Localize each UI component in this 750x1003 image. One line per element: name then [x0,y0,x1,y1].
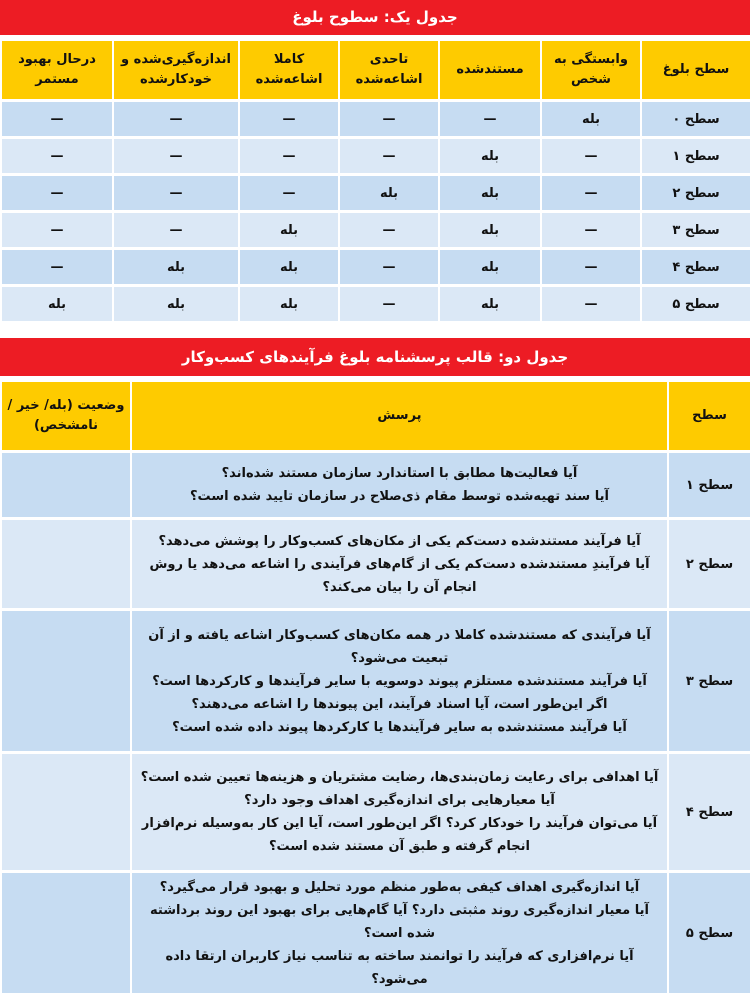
table1-header: مستندشده [440,41,540,99]
table1-header: اندازه‌گیری‌شده و خودکارشده [114,41,238,99]
level-cell: سطح ۲ [669,520,750,608]
table1-header: سطح بلوغ [642,41,750,99]
table-cell: بله [440,139,540,173]
table-row [2,873,750,993]
table-cell: — [440,102,540,136]
level-cell: سطح ۴ [669,754,750,870]
question: آیا معیارهایی برای اندازه‌گیری اهداف وجود دارد؟ [244,793,555,808]
questionnaire-table [0,379,750,996]
table-cell: بله [340,176,438,210]
table-cell: — [2,139,112,173]
table-row [2,520,750,608]
table-cell: بله [440,176,540,210]
question: آیا فرآیندی که مستندشده کاملا در همه مکان‌های کسب‌وکار اشاعه یافته و از آن تبعیت می‌شود؟ [148,627,651,666]
table-cell: — [340,250,438,284]
table1-header: تاحدی اشاعه‌شده [340,41,438,99]
table1-header: درحال بهبود مستمر [2,41,112,99]
status-cell[interactable] [2,611,130,751]
table-cell: بله [440,250,540,284]
table-row [2,287,750,321]
table-cell: بله [440,213,540,247]
question: آیا فرآیند مستندشده به سایر فرآیندها یا کارکردها پیوند داده شده است؟ [172,719,627,735]
questions-cell [132,453,667,517]
questions-cell [132,873,667,993]
table-cell: — [114,139,238,173]
table-cell: — [542,250,640,284]
table-cell: — [240,139,338,173]
level-cell: سطح ۵ [669,873,750,993]
table-row [2,611,750,751]
level-cell: سطح ۲ [642,176,750,210]
table2-header: وضعیت (بله/ خیر / نامشخص) [2,382,130,450]
table2-title: جدول دو: قالب پرسشنامه بلوغ فرآیندهای کسب‌وکار [0,338,750,379]
table-cell: بله [440,287,540,321]
questions-cell [132,520,667,608]
table-row [2,453,750,517]
table-cell: بله [542,102,640,136]
level-cell: سطح ۴ [642,250,750,284]
table-cell: بله [114,287,238,321]
table-cell: بله [240,287,338,321]
question: آیا فرآیند مستندشده مستلزم پیوند دوسویه با سایر فرآیندها و کارکردها است؟ اگر این‌طور است، آیا اسناد فرآیند، این پیوندها را اشاعه می‌دهند؟ [152,673,647,712]
table-cell: — [240,102,338,136]
table-cell: — [114,213,238,247]
table-cell: — [2,102,112,136]
table-cell: — [542,213,640,247]
questions-cell [132,611,667,751]
questions-cell [132,754,667,870]
table1-header: کاملا اشاعه‌شده [240,41,338,99]
table-cell: بله [240,213,338,247]
question: آیا اندازه‌گیری اهداف کیفی به‌طور منظم مورد تحلیل و بهبود قرار می‌گیرد؟ [159,879,640,895]
table-cell: بله [2,287,112,321]
level-cell: سطح ۱ [669,453,750,517]
question: آیا اهدافی برای رعایت زمان‌بندی‌ها، رضایت مشتریان و هزینه‌ها تعیین شده است؟ [140,770,659,785]
question: آیا نرم‌افزاری که فرآیند را توانمند ساخته به تناسب نیاز کاربران ارتقا داده می‌شود؟ [165,948,634,987]
status-cell[interactable] [2,754,130,870]
status-cell[interactable] [2,520,130,608]
table-row [2,213,750,247]
table-cell: — [340,102,438,136]
table-cell: — [240,176,338,210]
status-cell[interactable] [2,453,130,517]
question: آیا فرآیندِ مستندشده دست‌کم یکی از گام‌های فرآیندی را اشاعه می‌دهد یا روش انجام آن را بیان می‌کند؟ [149,556,650,595]
table-cell: — [340,287,438,321]
table-row [2,176,750,210]
table1-header: وابستگی به شخص [542,41,640,99]
table-cell: — [542,176,640,210]
level-cell: سطح ۵ [642,287,750,321]
table-cell: بله [240,250,338,284]
table-cell: — [542,139,640,173]
table-row [2,250,750,284]
level-cell: سطح ۰ [642,102,750,136]
table-cell: — [114,176,238,210]
maturity-levels-table [0,38,750,324]
level-cell: سطح ۳ [669,611,750,751]
table1-title: جدول یک: سطوح بلوغ [0,0,750,38]
question: آیا سند تهیه‌شده توسط مقام ذی‌صلاح در سازمان تایید شده است؟ [190,489,609,504]
table2-header: پرسش [132,382,667,450]
table-cell: — [340,139,438,173]
table-cell: بله [114,250,238,284]
table-cell: — [2,213,112,247]
table-cell: — [2,250,112,284]
table-cell: — [542,287,640,321]
table-cell: — [114,102,238,136]
table-row [2,754,750,870]
question: آیا معیار اندازه‌گیری روند مثبتی دارد؟ آیا گام‌هایی برای بهبود این روند برداشته شده است؟ [150,902,649,941]
table-cell: — [2,176,112,210]
table2-header: سطح [669,382,750,450]
question: آیا فعالیت‌ها مطابق با استاندارد سازمان مستند شده‌اند؟ [221,466,578,481]
question: آیا فرآیند مستندشده دست‌کم یکی از مکان‌های کسب‌وکار را پوشش می‌دهد؟ [158,533,641,549]
table-row [2,139,750,173]
status-cell[interactable] [2,873,130,993]
question: آیا می‌توان فرآیند را خودکار کرد؟ اگر این‌طور است، آیا این کار به‌وسیله نرم‌افزار انجام گرفته و طبق آن مستند شده است؟ [141,816,658,854]
table-row [2,102,750,136]
level-cell: سطح ۱ [642,139,750,173]
table-cell: — [340,213,438,247]
level-cell: سطح ۳ [642,213,750,247]
